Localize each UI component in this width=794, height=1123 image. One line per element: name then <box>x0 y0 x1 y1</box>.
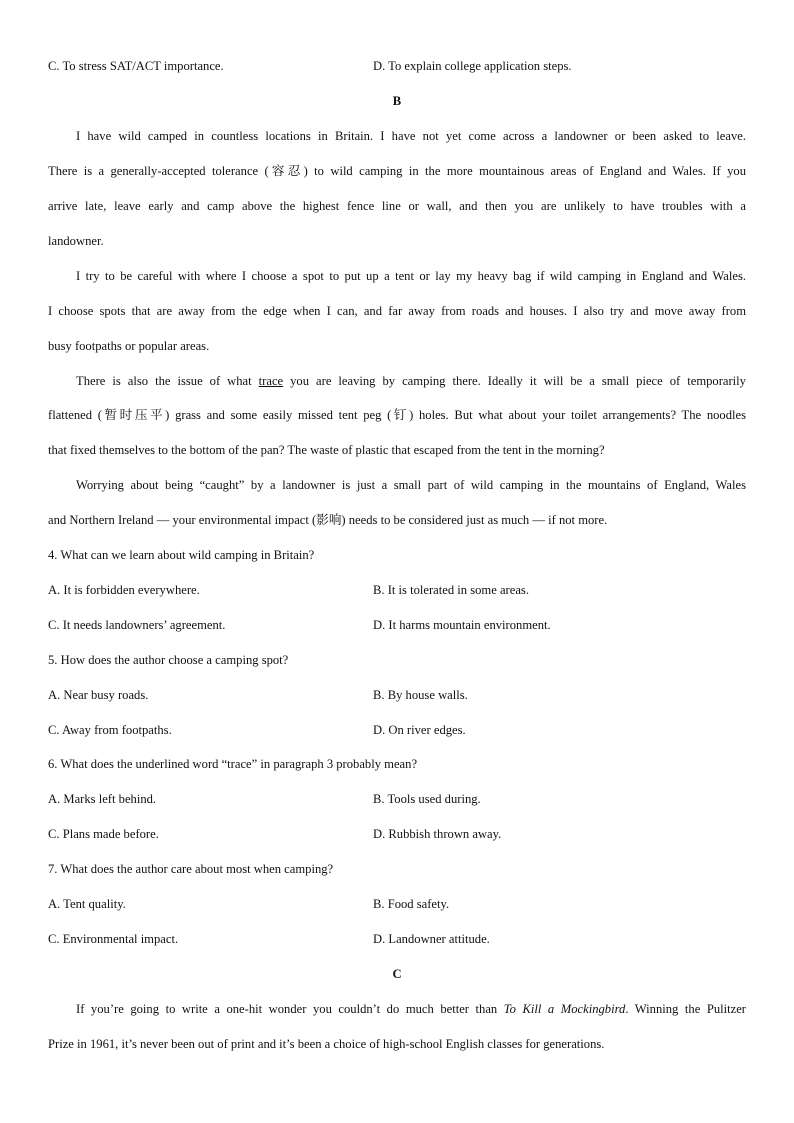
paragraph-1-line-2: There is a generally-accepted tolerance (容忍) to wild camping in the more mountainous areas of England and Wales. If you <box>48 164 746 178</box>
section-c-line-2: Prize in 1961, it’s never been out of print and it’s been a choice of high-school English classes for generations. <box>48 1037 605 1051</box>
paragraph-4-line-2: and Northern Ireland — your environmental impact (影响) needs to be considered just as much — if not more. <box>48 513 608 527</box>
question-7-option-d: D. Landowner attitude. <box>373 932 490 946</box>
question-5-option-c: C. Away from footpaths. <box>48 723 172 737</box>
question-5-stem: 5. How does the author choose a camping spot? <box>48 653 289 667</box>
question-5-option-d: D. On river edges. <box>373 723 466 737</box>
question-6-option-a: A. Marks left behind. <box>48 792 157 806</box>
c-text-before: If you’re going to write a one-hit wonder you couldn’t do much better than <box>76 1002 504 1016</box>
book-title: To Kill a Mockingbird <box>503 1002 626 1016</box>
question-7-option-c: C. Environmental impact. <box>48 932 179 946</box>
section-b-heading: B <box>392 94 402 108</box>
question-6-stem: 6. What does the underlined word “trace” in paragraph 3 probably mean? <box>48 757 418 771</box>
p3-text-before: There is also the issue of what <box>76 374 259 388</box>
question-7-option-a: A. Tent quality. <box>48 897 126 911</box>
question-5-option-a: A. Near busy roads. <box>48 688 149 702</box>
option-c-prev: C. To stress SAT/ACT importance. <box>48 59 224 73</box>
paragraph-3-line-3: that fixed themselves to the bottom of the pan? The waste of plastic that escaped from the tent in the morning? <box>48 443 605 457</box>
paragraph-2-line-2: I choose spots that are away from the edge when I can, and far away from roads and houses. I also try and move away from <box>48 304 746 318</box>
paragraph-2-line-3: busy footpaths or popular areas. <box>48 339 210 353</box>
paragraph-1-line-4: landowner. <box>48 234 104 248</box>
question-6-option-b: B. Tools used during. <box>373 792 481 806</box>
paragraph-3-line-2: flattened (暂时压平) grass and some easily missed tent peg (钉) holes. But what about your toilet arrangements? The noodles <box>48 408 746 422</box>
paragraph-3-line-1 <box>76 373 746 389</box>
question-4-option-d: D. It harms mountain environment. <box>373 618 551 632</box>
question-6-option-c: C. Plans made before. <box>48 827 159 841</box>
question-6-option-d: D. Rubbish thrown away. <box>373 827 502 841</box>
section-c-heading: C <box>392 967 402 981</box>
paragraph-4-line-1: Worrying about being “caught” by a landowner is just a small part of wild camping in the mountains of England, Wales <box>76 478 746 492</box>
paragraph-2-line-1: I try to be careful with where I choose a spot to put up a tent or lay my heavy bag if wild camping in England and Wales. <box>76 269 746 283</box>
paragraph-1-line-1: I have wild camped in countless locations in Britain. I have not yet come across a landowner or been asked to leave. <box>76 129 746 143</box>
section-c-line-1 <box>76 1001 746 1017</box>
question-4-stem: 4. What can we learn about wild camping in Britain? <box>48 548 315 562</box>
question-7-option-b: B. Food safety. <box>373 897 450 911</box>
c-text-after: . Winning the Pulitzer <box>625 1002 746 1016</box>
question-4-option-a: A. It is forbidden everywhere. <box>48 583 200 597</box>
question-7-stem: 7. What does the author care about most when camping? <box>48 862 334 876</box>
underlined-word-trace: trace <box>258 374 284 388</box>
paragraph-1-line-3: arrive late, leave early and camp above the highest fence line or wall, and then you are unlikely to have troubles with a <box>48 199 746 213</box>
question-5-option-b: B. By house walls. <box>373 688 468 702</box>
option-d-prev: D. To explain college application steps. <box>373 59 572 73</box>
p3-text-after: you are leaving by camping there. Ideally it will be a small piece of temporarily <box>283 374 746 388</box>
question-4-option-b: B. It is tolerated in some areas. <box>373 583 529 597</box>
question-4-option-c: C. It needs landowners’ agreement. <box>48 618 226 632</box>
